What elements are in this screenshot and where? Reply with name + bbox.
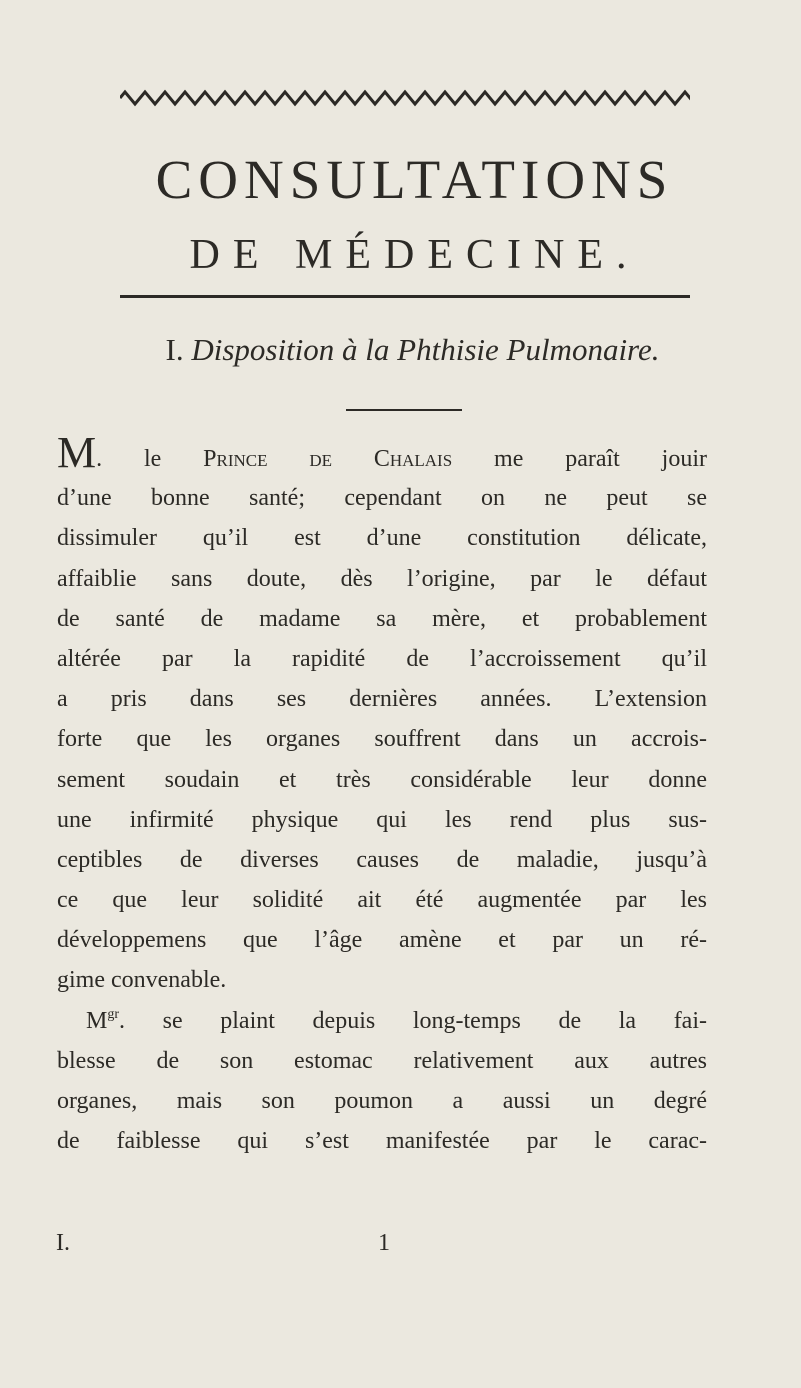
text-line: ce que leur solidité ait été augmentée par les <box>57 887 707 914</box>
text-line: altérée par la rapidité de l’accroissement qu’il <box>57 645 707 672</box>
title-abbreviation: M <box>86 1007 108 1034</box>
divider-rule <box>120 295 690 298</box>
section-title-text: Disposition à la Phthisie Pulmonaire. <box>191 332 660 367</box>
section-heading <box>12 330 801 370</box>
text-line: gime convenable. <box>57 967 227 994</box>
text-line: développemens que l’âge amène et par un ré- <box>57 927 707 954</box>
text-line: d’une bonne santé; cependant on ne peut se <box>57 485 707 512</box>
text-line: $M^{gr}$. se plaint depuis long-temps de la fai- <box>86 1006 707 1034</box>
text-line: dissimuler qu’il est d’une constitution délicate, <box>57 525 707 552</box>
name-smallcaps: Prince de Chalais <box>203 446 453 472</box>
text-line: de santé de madame sa mère, et probablement <box>57 605 707 632</box>
text-line: sement soudain et très considérable leur donne <box>57 766 707 793</box>
text-line: forte que les organes souffrent dans un accrois- <box>57 726 707 753</box>
text-line: de faiblesse qui s’est manifestée par le carac- <box>57 1128 707 1155</box>
drop-cap: M <box>57 428 97 477</box>
section-number: I. <box>165 332 184 367</box>
text-line: une infirmité physique qui les rend plus sus- <box>57 806 707 833</box>
body-text <box>57 428 707 1161</box>
title-abbreviation-sup: gr <box>107 1006 120 1022</box>
ornamental-border <box>120 88 690 108</box>
text-line: ceptibles de diverses causes de maladie, jusqu’à <box>57 846 707 873</box>
text-line: affaiblie sans doute, dès l’origine, par le défaut <box>57 565 707 592</box>
text-line: a pris dans ses dernières années. L’extension <box>57 686 707 713</box>
text-line: M. le Prince de Chalais me paraît jouir <box>57 428 707 477</box>
signature-mark-left: I. <box>56 1230 70 1256</box>
page-subtitle: DE MÉDECINE. <box>189 232 640 278</box>
page-title: CONSULTATIONS <box>155 149 674 210</box>
text-line: blesse de son estomac relativement aux autres <box>57 1047 707 1074</box>
short-divider-rule <box>346 409 462 411</box>
text-line: organes, mais son poumon a aussi un degré <box>57 1088 707 1114</box>
signature-mark-right: 1 <box>378 1230 390 1256</box>
